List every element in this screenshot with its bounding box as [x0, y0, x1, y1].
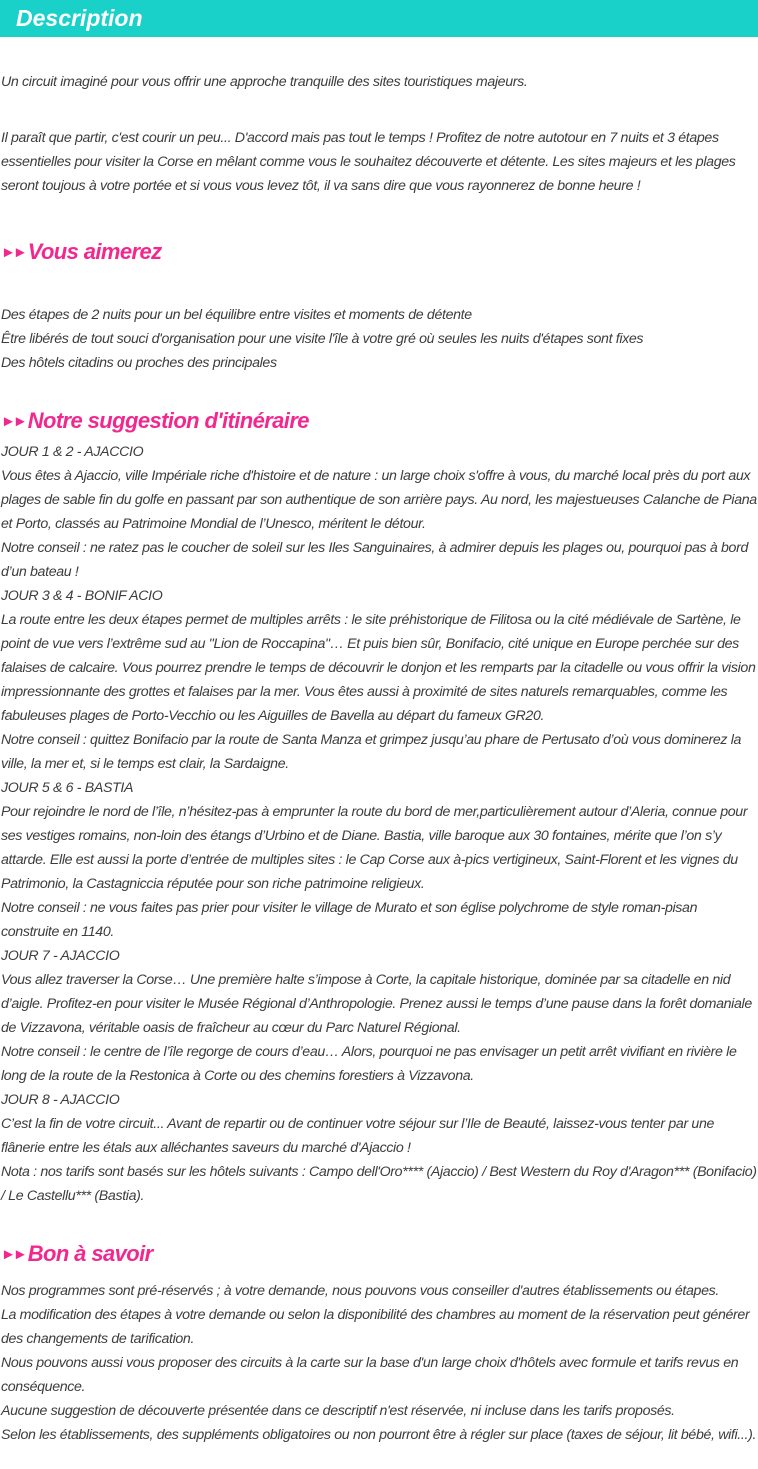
section-title-label: Vous aimerez: [27, 239, 162, 264]
section-title-bon-a-savoir: [1, 1239, 757, 1269]
section-title-vous-aimerez: [1, 237, 757, 267]
day-heading: JOUR 1 & 2 - AJACCIO: [1, 444, 144, 460]
list-item: Être libérés de tout souci d'organisation pour une visite l'île à votre gré où seules les nuits d'étapes sont fixes: [1, 331, 644, 347]
section-title-label: Notre suggestion d'itinéraire: [27, 408, 309, 433]
day-tip: Notre conseil : ne vous faites pas prier pour visiter le village de Murato et son église polychrome de style roman-pisan construite en 1140.: [1, 900, 698, 940]
double-arrow-icon: ►►: [1, 243, 25, 261]
intro-paragraph: Il paraît que partir, c'est courir un peu... D'accord mais pas tout le temps ! Profitez de notre autotour en 7 nuits et 3 étapes essentielles pour visiter la Corse en mêlant comme vous le souhaitez découverte et détente. Les sites majeurs et les plages seront toujous à votre portée et si vous vous levez tôt, il va sans dire que vous rayonnerez de bonne heure !: [1, 130, 736, 194]
day-description: Vous êtes à Ajaccio, ville Impériale riche d'histoire et de nature : un large choix s'offre à vous, du marché local près du port aux plages de sable fin du golfe en passant par son authentique de son arrière pays. Au nord, les majestueuses Calanche de Piana et Porto, classés au Patrimoine Mondial de l’Unesco, méritent le détour.: [1, 468, 757, 532]
description-content: [0, 70, 757, 1447]
bon-a-savoir-body: [1, 1279, 757, 1447]
info-item: Selon les établissements, des suppléments obligatoires ou non pourront être à régler sur place (taxes de séjour, lit bébé, wifi...).: [1, 1427, 757, 1443]
day-tip: Notre conseil : ne ratez pas le coucher de soleil sur les Iles Sanguinaires, à admirer depuis les plages ou, pourquoi pas à bord d’un bateau !: [1, 540, 748, 580]
day-tip: Notre conseil : quittez Bonifacio par la route de Santa Manza et grimpez jusqu’au phare de Pertusato d’où vous dominerez la ville, la mer et, si le temps est clair, la Sardaigne.: [1, 732, 742, 772]
double-arrow-icon: ►►: [1, 412, 25, 430]
itineraire-body: [1, 440, 757, 1208]
info-item: Aucune suggestion de découverte présentée dans ce descriptif n'est réservée, ni incluse dans les tarifs proposés.: [1, 1403, 675, 1419]
section-title-itineraire: [1, 406, 757, 436]
day-heading: JOUR 8 - AJACCIO: [1, 1092, 120, 1108]
intro-text: Un circuit imaginé pour vous offrir une approche tranquille des sites touristiques majeurs.: [1, 74, 528, 90]
info-item: Nos programmes sont pré-réservés ; à votre demande, nous pouvons vous conseiller d'autres établissements ou étapes.: [1, 1283, 719, 1299]
day-description: C’est la fin de votre circuit... Avant de repartir ou de continuer votre séjour sur l’Ile de Beauté, laissez-vous tenter par une flânerie entre les étals aux alléchantes saveurs du marché d'Ajaccio !: [1, 1116, 715, 1156]
day-description: Pour rejoindre le nord de l’île, n’hésitez-pas à emprunter la route du bord de mer,particulièrement autour d’Aleria, connue pour ses vestiges romains, non-loin des étangs d’Urbino et de Diane. Bastia, ville baroque aux 30 fontaines, mérite que l’on s’y attarde. Elle est aussi la porte d’entrée de multiples sites : le Cap Corse aux à-pics vertigineux, Saint-Florent et les vignes du Patrimonio, la Castagniccia réputée pour son riche patrimoine religieux.: [1, 804, 748, 892]
day-description: Vous allez traverser la Corse… Une première halte s’impose à Corte, la capitale historique, dominée par sa citadelle en nid d’aigle. Profitez-en pour visiter le Musée Régional d’Anthropologie. Prenez aussi le temps d’une pause dans la forêt domaniale de Vizzavona, véritable oasis de fraîcheur au cœur du Parc Naturel Régional.: [1, 972, 752, 1036]
day-heading: JOUR 7 - AJACCIO: [1, 948, 120, 964]
day-description: La route entre les deux étapes permet de multiples arrêts : le site préhistorique de Filitosa ou la cité médiévale de Sartène, le point de vue vers l’extrême sud au "Lion de Roccapina"… Et puis bien sûr, Bonifacio, cité unique en Europe perchée sur des falaises de calcaire. Vous pourrez prendre le temps de découvrir le donjon et les remparts par la citadelle ou vous offrir la vision impressionnante des grottes et falaises par la mer. Vous êtes aussi à proximité de sites naturels remarquables, comme les fabuleuses plages de Porto-Vecchio ou les Aiguilles de Bavella au départ du fameux GR20.: [1, 612, 756, 724]
day-heading: JOUR 3 & 4 - BONIF ACIO: [1, 588, 163, 604]
day-tip: Notre conseil : le centre de l’île regorge de cours d’eau… Alors, pourquoi ne pas envisager un petit arrêt vivifiant en rivière le long de la route de la Restonica à Corte ou des chemins forestiers à Vizzavona.: [1, 1044, 737, 1084]
description-header: [0, 0, 758, 37]
description-title: Description: [16, 5, 143, 31]
info-item: Nous pouvons aussi vous proposer des circuits à la carte sur la base d'un large choix d'hôtels avec formule et tarifs revus en conséquence.: [1, 1355, 739, 1395]
hotels-note: Nota : nos tarifs sont basés sur les hôtels suivants : Campo dell'Oro**** (Ajaccio) / Best Western du Roy d'Aragon*** (Bonifacio) / Le Castellu*** (Bastia).: [1, 1164, 757, 1204]
list-item: Des hôtels citadins ou proches des principales: [1, 355, 277, 371]
double-arrow-icon: ►►: [1, 1245, 25, 1263]
vous-aimerez-list: [1, 303, 757, 375]
info-item: La modification des étapes à votre demande ou selon la disponibilité des chambres au moment de la réservation peut générer des changements de tarification.: [1, 1307, 750, 1347]
section-title-label: Bon à savoir: [27, 1241, 153, 1266]
day-heading: JOUR 5 & 6 - BASTIA: [1, 780, 134, 796]
list-item: Des étapes de 2 nuits pour un bel équilibre entre visites et moments de détente: [1, 307, 472, 323]
